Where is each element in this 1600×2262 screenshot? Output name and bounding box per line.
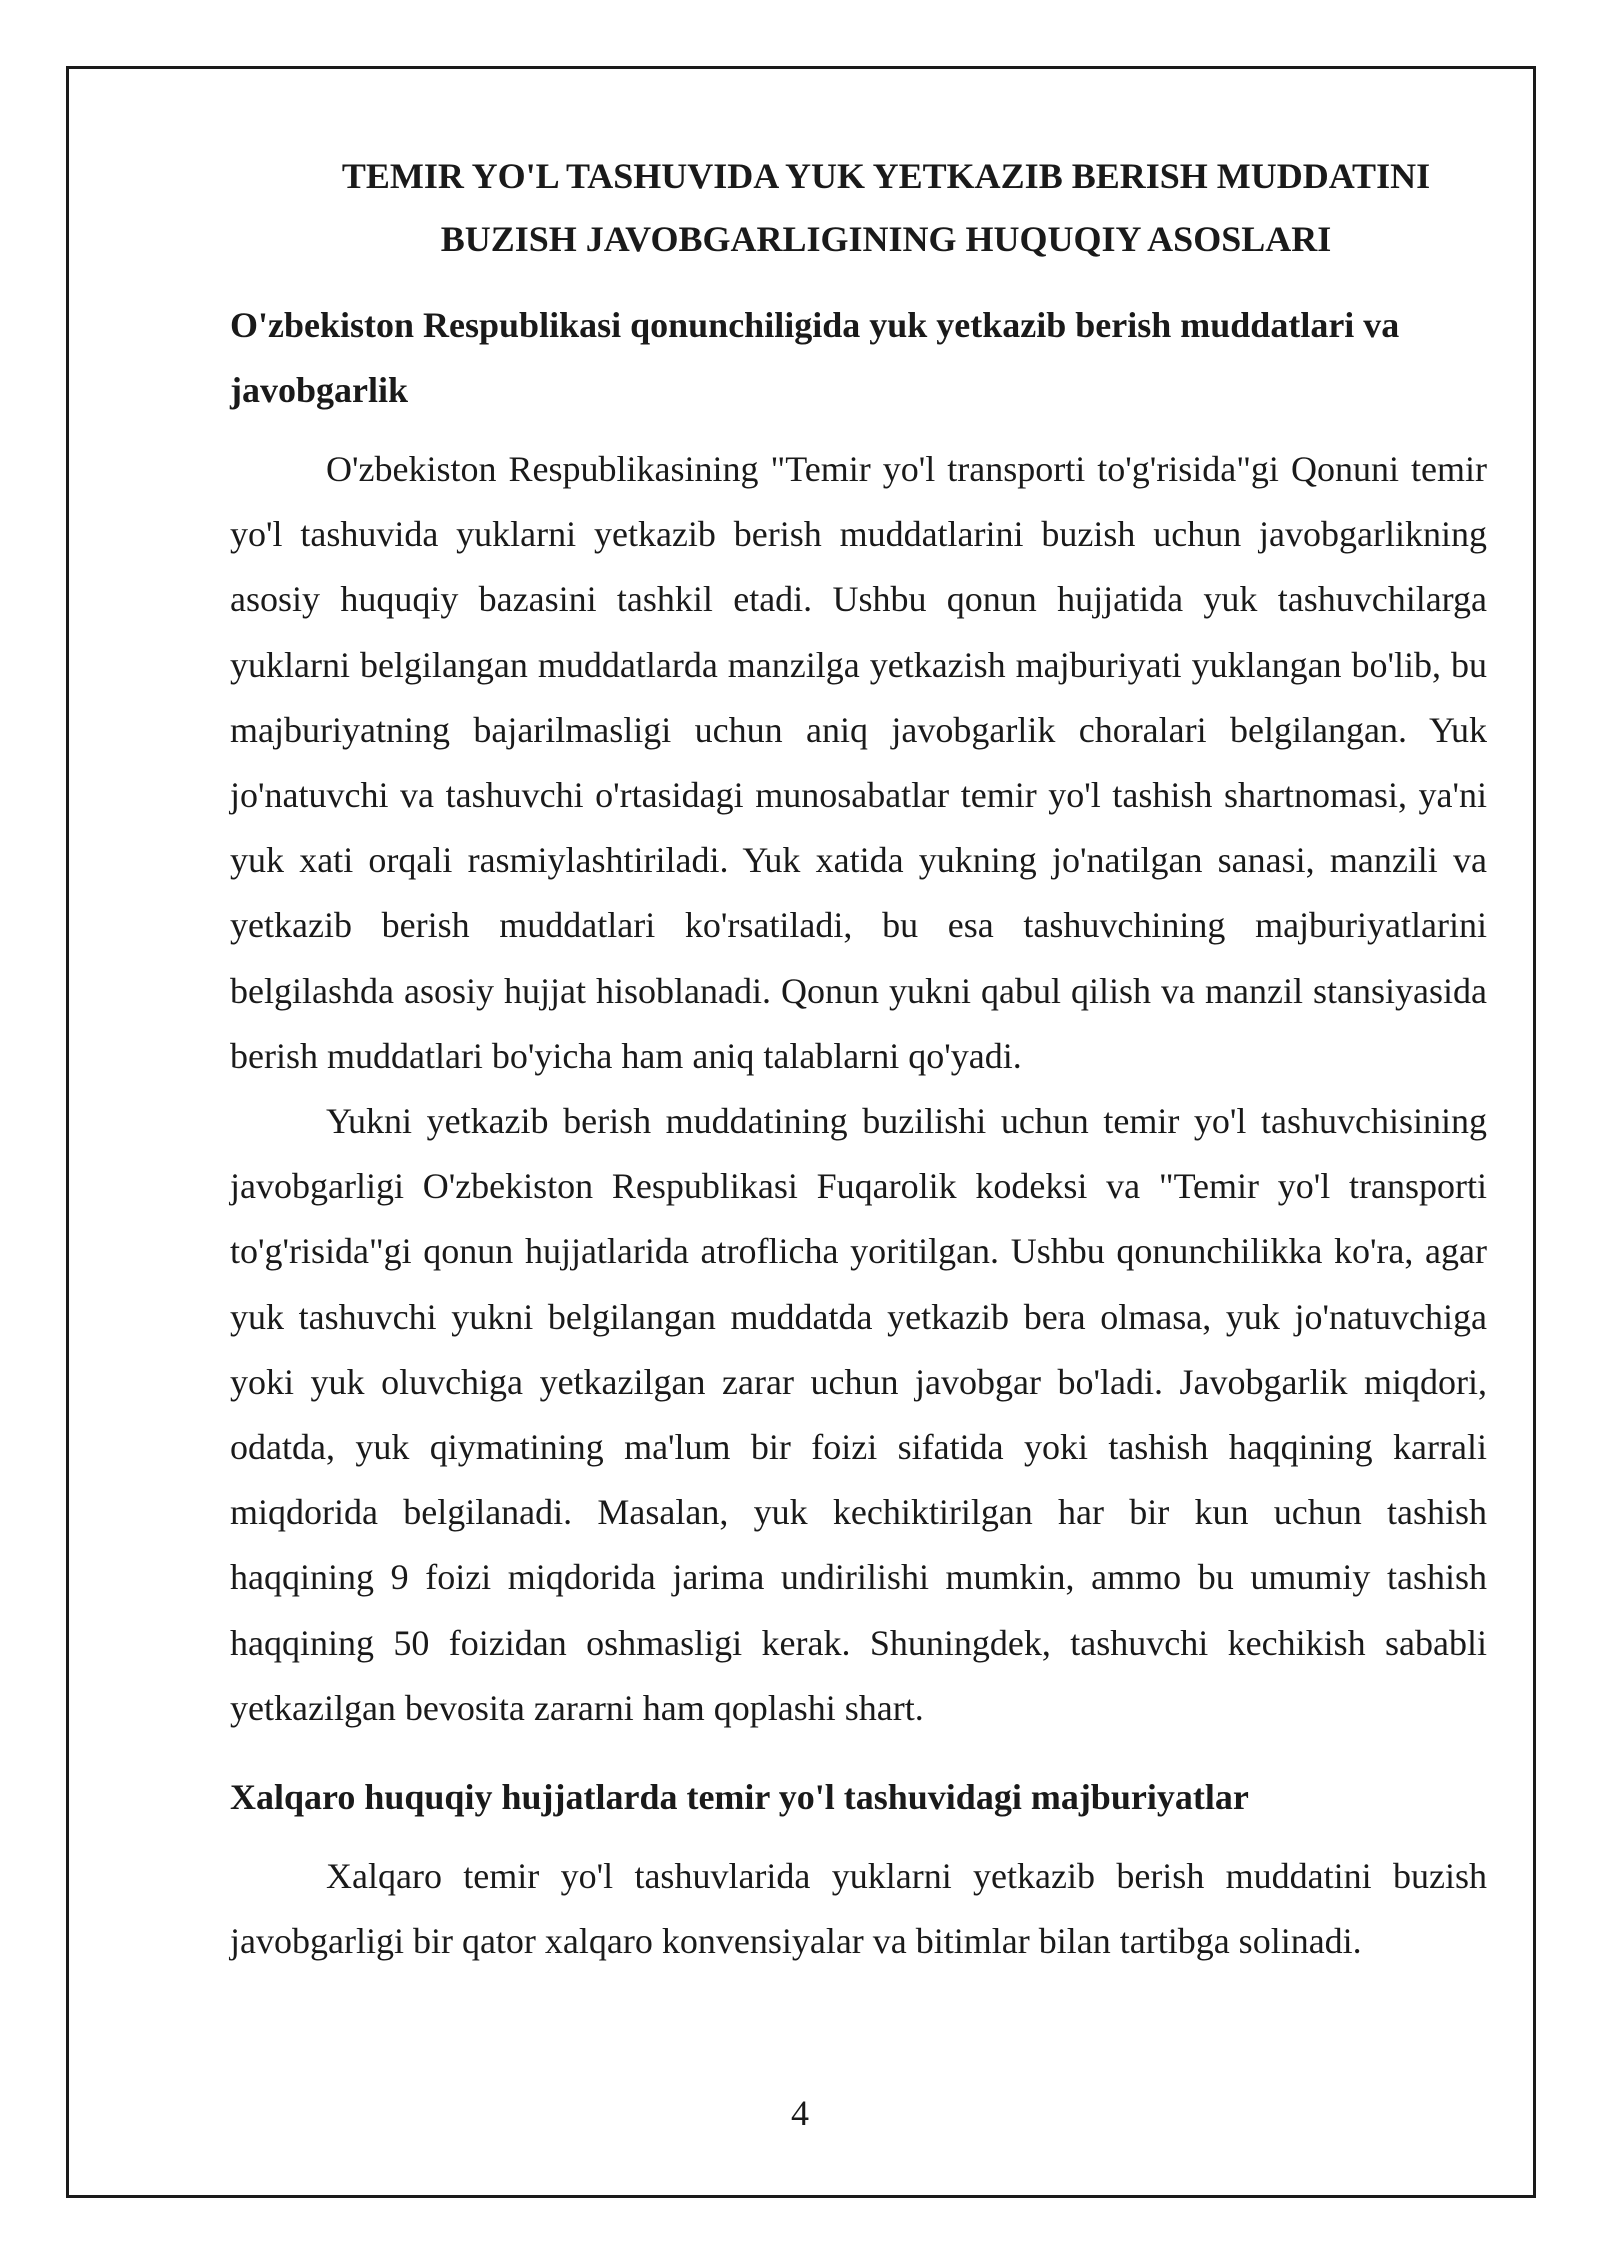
section-heading-international-law: Xalqaro huquqiy hujjatlarda temir yo'l tashuvidagi majburiyatlar	[230, 1777, 1249, 1818]
page-number: 4	[791, 2093, 809, 2133]
paragraph: O'zbekiston Respublikasining "Temir yo'l transporti to'g'risida"gi Qonuni temir yo'l tashuvida yuklarni yetkazib berish muddatlarini buzish uchun javobgarlikning asosiy huquqiy bazasini tashkil etadi. Ushbu qonun hujjatida yuk tashuvchilarga yuklarni belgilangan muddatlarda manzilga yetkazish majburiyati yuklangan bo'lib, bu majburiyatning bajarilmasligi uchun aniq javobgarlik choralari belgilangan. Yuk jo'natuvchi va tashuvchi o'rtasidagi munosabatlar temir yo'l tashish shartnomasi, ya'ni yuk xati orqali rasmiylashtiriladi. Yuk xatida yukning jo'natilgan sanasi, manzili va yetkazib berish muddatlari ko'rsatiladi, bu esa tashuvchining majburiyatlarini belgilashda asosiy hujjat hisoblanadi. Qonun yukni qabul qilish va manzil stansiyasida berish muddatlari bo'yicha ham aniq talablarni qo'yadi.	[230, 449, 1487, 1076]
section-heading-national-law: O'zbekiston Respublikasi qonunchiligida yuk yetkazib berish muddatlari va javobgarlik	[230, 305, 1400, 410]
paragraph: Yukni yetkazib berish muddatining buzilishi uchun temir yo'l tashuvchisining javobgarligi O'zbekiston Respublikasi Fuqarolik kodeksi va "Temir yo'l transporti to'g'risida"gi qonun hujjatlarida atroflicha yoritilgan. Ushbu qonunchilikka ko'ra, agar yuk tashuvchi yukni belgilangan muddatda yetkazib bera olmasa, yuk jo'natuvchiga yoki yuk oluvchiga yetkazilgan zarar uchun javobgar bo'ladi. Javobgarlik miqdori, odatda, yuk qiymatining ma'lum bir foizi sifatida yoki tashish haqqining karrali miqdorida belgilanadi. Masalan, yuk kechiktirilgan har bir kun uchun tashish haqqining 9 foizi miqdorida jarima undirilishi mumkin, ammo bu umumiy tashish haqqining 50 foizidan oshmasligi kerak. Shuningdek, tashuvchi kechikish sababli yetkazilgan bevosita zararni ham qoplashi shart.	[230, 1101, 1487, 1728]
paragraph: Xalqaro temir yo'l tashuvlarida yuklarni yetkazib berish muddatini buzish javobgarligi bir qator xalqaro konvensiyalar va bitimlar bilan tartibga solinadi.	[230, 1856, 1487, 1962]
document-body	[230, 145, 1487, 1974]
document-title: TEMIR YO'L TASHUVIDA YUK YETKAZIB BERISH MUDDATINI BUZISH JAVOBGARLIGINING HUQUQIY ASOSLARI	[341, 156, 1431, 259]
